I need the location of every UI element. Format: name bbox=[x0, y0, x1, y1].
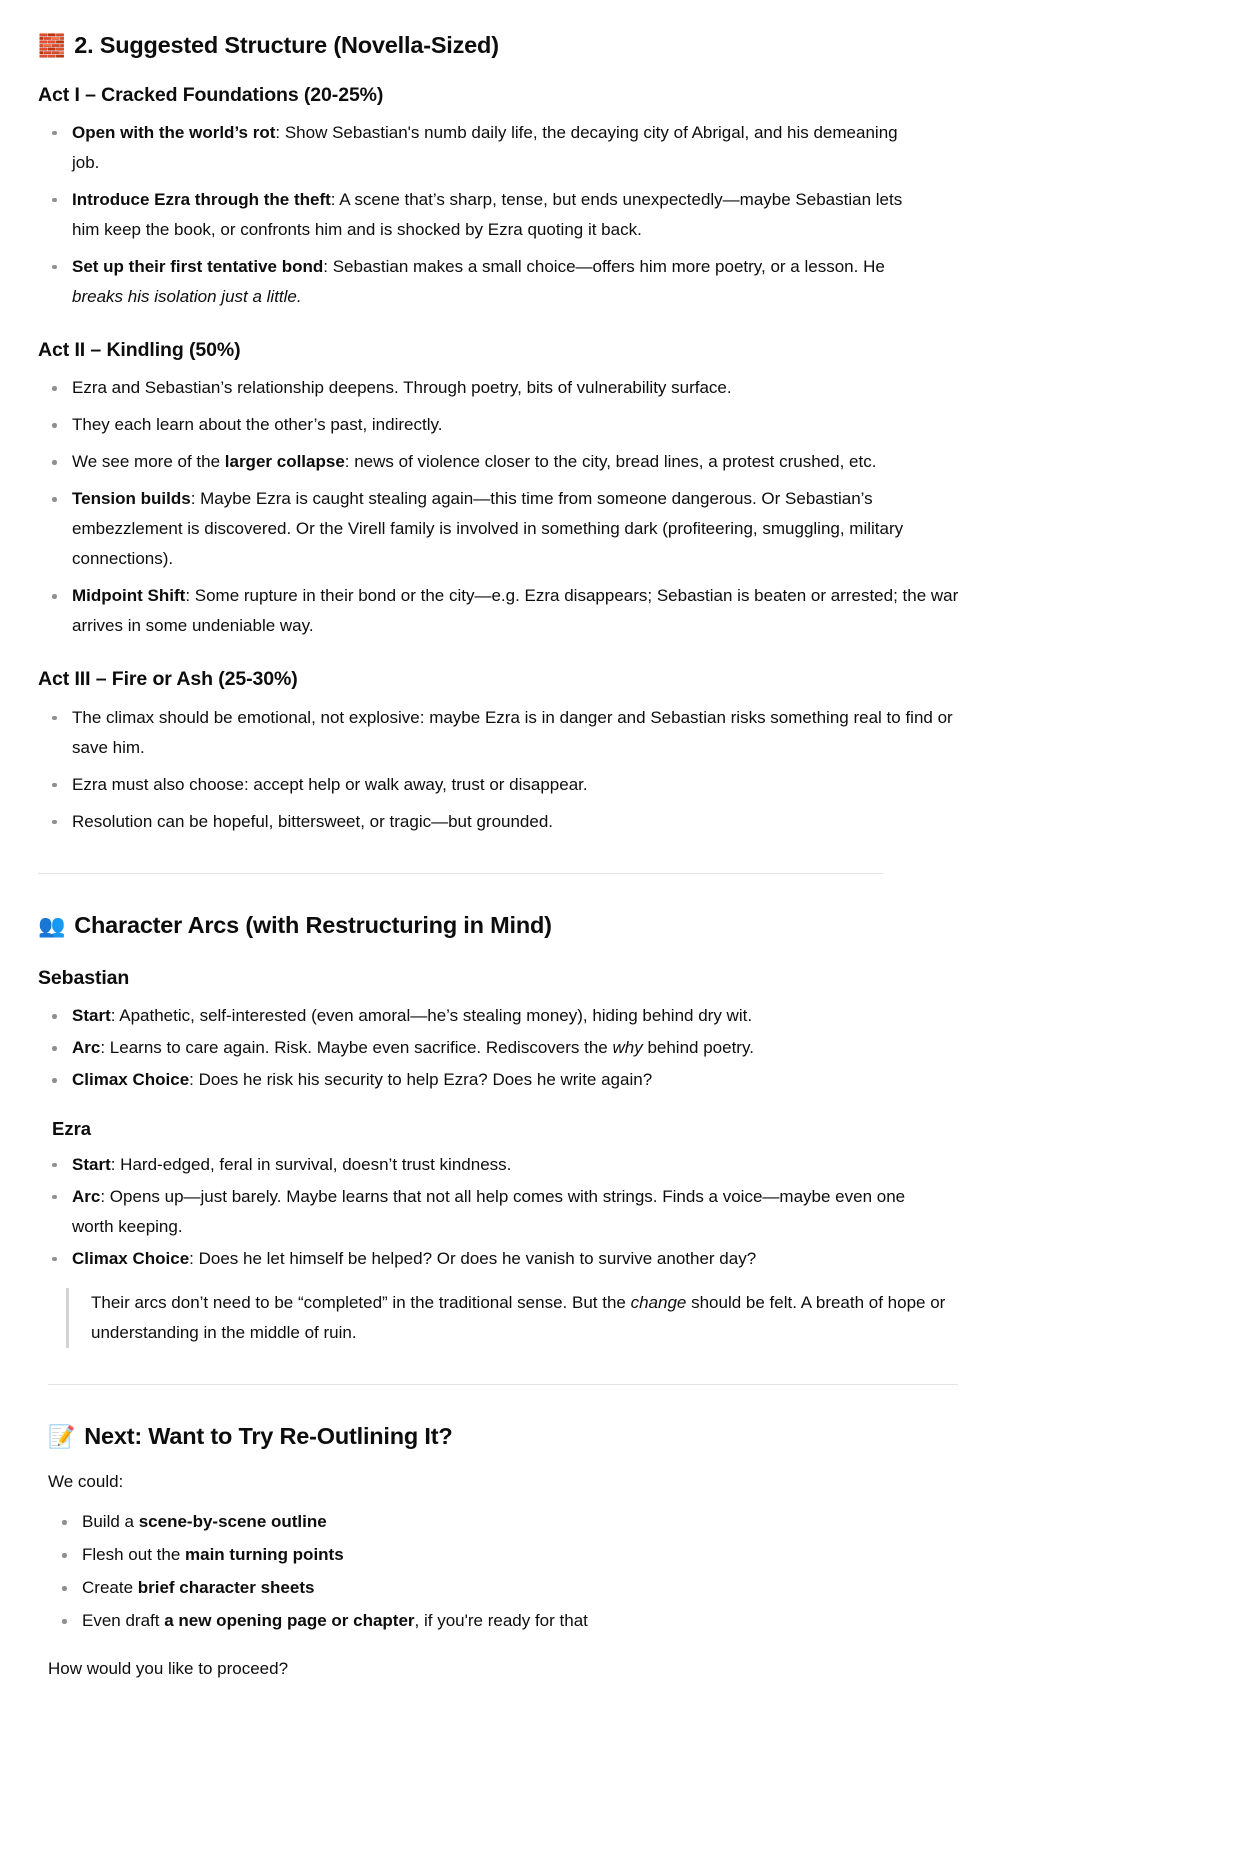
option-bold: a new opening page or chapter bbox=[164, 1611, 415, 1631]
note-emphasis: change bbox=[630, 1292, 687, 1312]
bullet-lead: Climax Choice bbox=[72, 1248, 190, 1268]
next-steps-intro: We could: bbox=[48, 1472, 124, 1492]
bullet-body: : A scene that’s sharp, tense, but ends unexpectedly—maybe Sebastian lets him keep the book, or confronts him and is shocked by Ezra quoting it back. bbox=[72, 189, 903, 239]
act-3-heading: Act III – Fire or Ash (25-30%) bbox=[38, 668, 298, 691]
list-item bbox=[38, 118, 917, 178]
list-item bbox=[38, 373, 977, 403]
bullet-body: : news of violence closer to the city, bread lines, a protest crushed, etc. bbox=[344, 452, 877, 472]
bullet-tail: behind poetry. bbox=[642, 1038, 754, 1058]
sebastian-heading: Sebastian bbox=[38, 967, 130, 990]
list-item bbox=[48, 1507, 927, 1537]
act-3-bullet-list bbox=[38, 703, 1212, 837]
bullet-emphasis: breaks his isolation just a little. bbox=[72, 286, 302, 306]
suggested-structure-title: 2. Suggested Structure (Novella-Sized) bbox=[74, 32, 499, 58]
next-steps-options-list bbox=[48, 1507, 1212, 1636]
list-item bbox=[38, 447, 977, 477]
brick-icon: 🧱 bbox=[38, 33, 66, 58]
option-suffix: , if you're ready for that bbox=[414, 1611, 588, 1631]
bullet-lead: Start bbox=[72, 1006, 111, 1026]
bullet-lead: Climax Choice bbox=[72, 1070, 190, 1090]
list-item bbox=[38, 581, 977, 641]
list-item bbox=[38, 1150, 917, 1180]
bullet-body: Ezra must also choose: accept help or walk away, trust or disappear. bbox=[72, 774, 588, 794]
list-item bbox=[38, 1001, 917, 1031]
ezra-bullet-list bbox=[38, 1150, 1212, 1274]
list-item bbox=[48, 1540, 927, 1570]
sebastian-bullet-list bbox=[38, 1001, 1212, 1095]
character-arcs-heading bbox=[38, 910, 1212, 941]
list-item bbox=[38, 1182, 917, 1242]
list-item bbox=[38, 770, 977, 800]
busts-in-silhouette-icon: 👥 bbox=[38, 912, 66, 938]
bullet-body: : Apathetic, self-interested (even amoral—he’s stealing money), hiding behind dry wit. bbox=[110, 1006, 753, 1026]
option-prefix: Build a bbox=[82, 1512, 139, 1532]
bullet-body: : Some rupture in their bond or the city—e.g. Ezra disappears; Sebastian is beaten or arrested; the war arrives in some undeniable way. bbox=[72, 586, 959, 636]
character-arcs-title: Character Arcs (with Restructuring in Mind) bbox=[74, 911, 552, 938]
bullet-lead: Arc bbox=[72, 1186, 101, 1206]
bullet-lead: larger collapse bbox=[224, 452, 345, 472]
bullet-body: : Show Sebastian's numb daily life, the decaying city of Abrigal, and his demeaning job. bbox=[72, 122, 898, 172]
bullet-emphasis: why bbox=[612, 1038, 643, 1058]
bullet-body: : Hard-edged, feral in survival, doesn’t trust kindness. bbox=[110, 1154, 512, 1174]
act-1-bullet-list bbox=[38, 118, 1212, 312]
list-item bbox=[48, 1573, 927, 1603]
list-item bbox=[48, 1606, 927, 1636]
list-item bbox=[38, 185, 917, 245]
list-item bbox=[38, 1065, 917, 1095]
section-divider-2 bbox=[48, 1384, 958, 1385]
option-prefix: Create bbox=[82, 1578, 138, 1598]
bullet-lead: Midpoint Shift bbox=[72, 586, 186, 606]
option-prefix: Even draft bbox=[82, 1611, 165, 1631]
option-bold: brief character sheets bbox=[137, 1578, 315, 1598]
bullet-body: : Sebastian makes a small choice—offers him more poetry, or a lesson. He bbox=[323, 256, 885, 276]
option-prefix: Flesh out the bbox=[82, 1545, 186, 1565]
list-item bbox=[38, 1244, 917, 1274]
list-item bbox=[38, 410, 977, 440]
bullet-lead: Introduce Ezra through the theft bbox=[72, 189, 331, 209]
option-bold: main turning points bbox=[185, 1545, 344, 1565]
arcs-note-blockquote bbox=[66, 1288, 961, 1348]
bullet-lead: Arc bbox=[72, 1038, 101, 1058]
bullet-body: Ezra and Sebastian’s relationship deepens. Through poetry, bits of vulnerability surface. bbox=[72, 378, 732, 398]
list-item bbox=[38, 484, 977, 574]
bullet-body: They each learn about the other’s past, indirectly. bbox=[72, 415, 443, 435]
act-2-bullet-list bbox=[38, 373, 1212, 641]
bullet-lead: Tension builds bbox=[72, 489, 191, 509]
note-prefix: Their arcs don’t need to be “completed” in the traditional sense. But the bbox=[91, 1292, 631, 1312]
suggested-structure-heading bbox=[38, 30, 1212, 61]
bullet-body: The climax should be emotional, not explosive: maybe Ezra is in danger and Sebastian risks something real to find or save him. bbox=[72, 707, 953, 757]
bullet-prefix: We see more of the bbox=[72, 452, 225, 472]
bullet-body: : Maybe Ezra is caught stealing again—this time from someone dangerous. Or Sebastian’s embezzlement is discovered. Or the Virell family is involved in something dark (profiteering, smuggling, military connections). bbox=[72, 489, 904, 569]
closing-question: How would you like to proceed? bbox=[48, 1659, 289, 1679]
next-steps-title: Next: Want to Try Re-Outlining It? bbox=[84, 1422, 453, 1449]
bullet-lead: Open with the world’s rot bbox=[72, 122, 276, 142]
list-item bbox=[38, 1033, 917, 1063]
bullet-lead: Set up their first tentative bond bbox=[72, 256, 324, 276]
bullet-body: : Opens up—just barely. Maybe learns that not all help comes with strings. Finds a voice—maybe even one worth keeping. bbox=[72, 1186, 906, 1236]
list-item bbox=[38, 807, 977, 837]
list-item bbox=[38, 252, 917, 312]
section-divider-1 bbox=[38, 873, 883, 874]
option-bold: scene-by-scene outline bbox=[138, 1512, 327, 1532]
ezra-heading: Ezra bbox=[52, 1118, 92, 1140]
bullet-lead: Start bbox=[72, 1154, 111, 1174]
next-steps-section bbox=[48, 1421, 1212, 1685]
note-suffix: should be felt. A breath of hope or understanding in the middle of ruin. bbox=[91, 1292, 946, 1342]
list-item bbox=[38, 703, 977, 763]
bullet-body: Resolution can be hopeful, bittersweet, or tragic—but grounded. bbox=[72, 811, 554, 831]
bullet-body: : Does he risk his security to help Ezra? Does he write again? bbox=[189, 1070, 653, 1090]
bullet-body: : Learns to care again. Risk. Maybe even sacrifice. Rediscovers the bbox=[100, 1038, 613, 1058]
next-steps-heading bbox=[48, 1421, 1212, 1452]
bullet-body: : Does he let himself be helped? Or does he vanish to survive another day? bbox=[189, 1248, 757, 1268]
act-1-heading: Act I – Cracked Foundations (20-25%) bbox=[38, 83, 384, 106]
memo-icon: 📝 bbox=[48, 1423, 76, 1449]
act-2-heading: Act II – Kindling (50%) bbox=[38, 338, 241, 361]
